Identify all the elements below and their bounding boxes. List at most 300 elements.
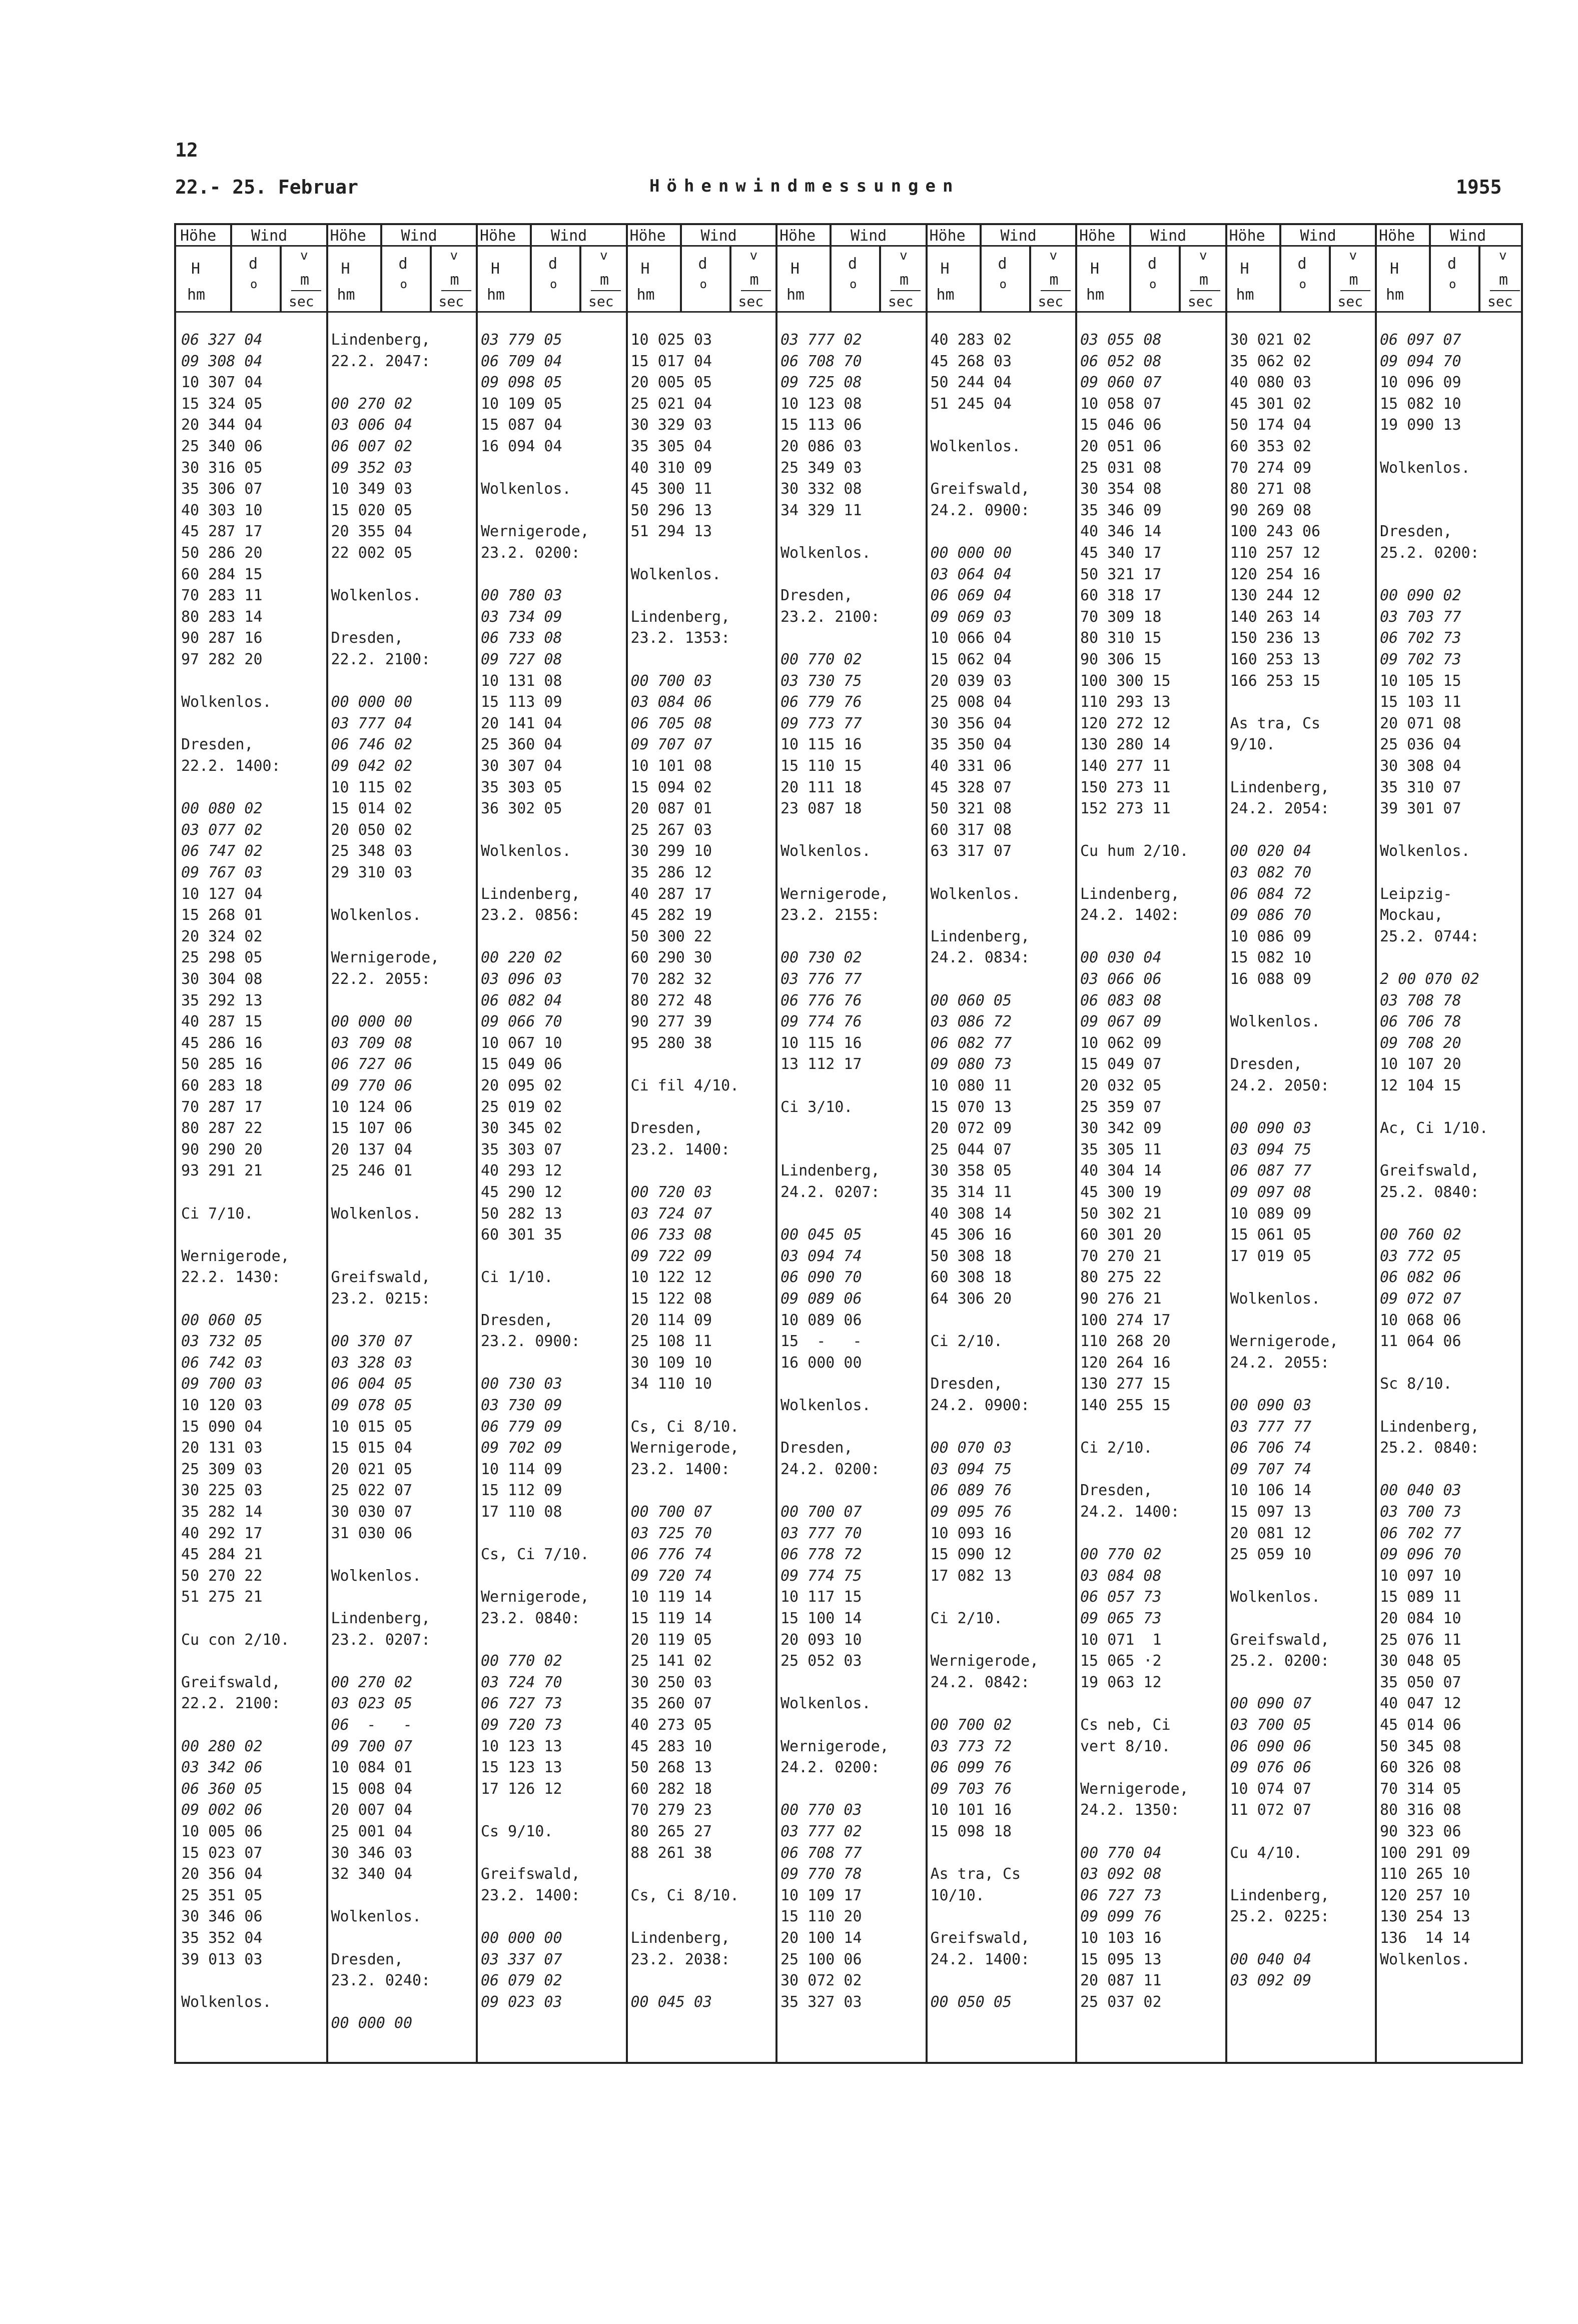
- data-line: 25 351 05: [181, 1886, 263, 1904]
- data-line: 06 007 02: [331, 438, 413, 455]
- data-line: 15 008 04: [331, 1780, 413, 1798]
- data-line: 00 770 02: [481, 1652, 562, 1670]
- data-line: 40 308 14: [930, 1205, 1012, 1223]
- data-line: Cs, Ci 7/10.: [481, 1546, 589, 1564]
- data-line: 03 066 06: [1080, 970, 1162, 988]
- data-line: 10 074 07: [1230, 1780, 1312, 1798]
- data-line: 10 114 09: [481, 1460, 562, 1478]
- data-line: 25.2. 0200:: [1230, 1652, 1330, 1670]
- header-wind: Wind: [1300, 227, 1336, 245]
- data-line: Ci 7/10.: [181, 1205, 254, 1223]
- data-line: Wernigerode,: [780, 1737, 889, 1755]
- data-line: 06 706 78: [1380, 1013, 1461, 1031]
- data-line: 03 724 70: [481, 1673, 562, 1691]
- data-line: 03 709 08: [331, 1034, 413, 1052]
- data-line: 20 086 03: [780, 438, 862, 455]
- data-line: 70 287 17: [181, 1098, 263, 1116]
- data-line: 40 287 17: [630, 885, 712, 903]
- data-line: 00 700 03: [630, 672, 712, 690]
- data-line: Wernigerode,: [780, 885, 889, 903]
- data-line: 120 257 10: [1380, 1886, 1470, 1904]
- data-line: 150 236 13: [1230, 629, 1321, 647]
- data-line: 30 304 08: [181, 970, 263, 988]
- data-line: 40 293 12: [481, 1162, 562, 1180]
- data-line: Ac, Ci 1/10.: [1380, 1119, 1488, 1137]
- data-line: 10 124 06: [331, 1098, 413, 1116]
- data-line: 35 286 12: [630, 864, 712, 881]
- data-line: 45 301 02: [1230, 395, 1312, 413]
- data-line: 09 702 09: [481, 1439, 562, 1457]
- data-line: 10 015 05: [331, 1418, 413, 1436]
- header-sub-divider: [530, 225, 532, 311]
- data-line: 06 746 02: [331, 736, 413, 754]
- data-line: 10 080 11: [930, 1077, 1012, 1094]
- data-line: 150 273 11: [1080, 778, 1171, 796]
- header-m: m: [1199, 271, 1209, 289]
- data-line: 50 286 20: [181, 544, 263, 562]
- header-sec: sec: [1487, 293, 1513, 310]
- data-line: Lindenberg,: [1230, 1886, 1330, 1904]
- data-line: 22.2. 1430:: [181, 1269, 281, 1287]
- data-line: 25.2. 0744:: [1380, 927, 1479, 945]
- data-line: 51 275 21: [181, 1588, 263, 1606]
- data-line: 06 778 72: [780, 1546, 862, 1564]
- data-line: Greifswald,: [1230, 1631, 1330, 1649]
- data-line: 40 346 14: [1080, 523, 1162, 541]
- data-line: 70 283 11: [181, 587, 263, 605]
- group-divider: [1075, 225, 1077, 2062]
- data-line: 10 068 06: [1380, 1311, 1461, 1329]
- data-line: 10 086 09: [1230, 927, 1312, 945]
- header-sub-divider: [680, 225, 682, 311]
- data-line: 50 285 16: [181, 1055, 263, 1073]
- data-line: 10 123 08: [780, 395, 862, 413]
- data-line: 03 730 75: [780, 672, 862, 690]
- header-hoehe: Höhe: [629, 227, 666, 245]
- data-line: Wolkenlos.: [331, 1567, 422, 1585]
- header-d: d: [398, 255, 408, 273]
- data-line: 40 283 02: [930, 331, 1012, 349]
- data-line: Lindenberg,: [481, 885, 580, 903]
- data-line: 45 300 11: [630, 480, 712, 498]
- data-line: 15 268 01: [181, 906, 263, 924]
- data-line: 35 306 07: [181, 480, 263, 498]
- data-line: Ci fil 4/10.: [630, 1077, 739, 1094]
- data-line: 51 245 04: [930, 395, 1012, 413]
- data-line: 24.2. 0842:: [930, 1673, 1030, 1691]
- data-line: 30 030 07: [331, 1503, 413, 1521]
- data-line: Cu hum 2/10.: [1080, 842, 1189, 860]
- data-line: 15 017 04: [630, 352, 712, 370]
- header-hm: hm: [187, 286, 206, 304]
- data-line: 25 019 02: [481, 1098, 562, 1116]
- sec-underline: [1340, 290, 1370, 291]
- data-line: 40 310 09: [630, 459, 712, 477]
- data-line: 19 063 12: [1080, 1673, 1162, 1691]
- data-line: 15 098 18: [930, 1823, 1012, 1840]
- data-line: 10 115 16: [780, 736, 862, 754]
- data-line: 15 107 06: [331, 1119, 413, 1137]
- data-line: 03 084 06: [630, 693, 712, 711]
- data-line: 03 094 75: [930, 1460, 1012, 1478]
- data-line: 09 774 76: [780, 1013, 862, 1031]
- data-line: 03 703 77: [1380, 608, 1461, 626]
- data-line: 23.2. 0856:: [481, 906, 580, 924]
- data-line: 09 080 73: [930, 1055, 1012, 1073]
- data-line: Dresden,: [181, 736, 254, 754]
- group-divider: [326, 225, 328, 2062]
- data-line: 10 105 15: [1380, 672, 1461, 690]
- data-line: 06 090 06: [1230, 1737, 1312, 1755]
- header-hm: hm: [1236, 286, 1254, 304]
- data-line: Greifswald,: [1380, 1162, 1479, 1180]
- header-sec: sec: [1188, 293, 1213, 310]
- data-line: 95 280 38: [630, 1034, 712, 1052]
- data-line: 10 307 04: [181, 374, 263, 392]
- data-line: 10 096 09: [1380, 374, 1461, 392]
- data-line: 25 309 03: [181, 1460, 263, 1478]
- data-line: 70 279 23: [630, 1801, 712, 1819]
- data-line: 10 093 16: [930, 1524, 1012, 1542]
- data-line: Wolkenlos.: [481, 842, 571, 860]
- data-line: 90 287 16: [181, 629, 263, 647]
- data-line: Dresden,: [780, 1439, 853, 1457]
- header-v: v: [600, 248, 608, 263]
- data-line: 23.2. 0900:: [481, 1333, 580, 1351]
- header-deg: o: [1299, 277, 1306, 291]
- data-line: 10 123 13: [481, 1737, 562, 1755]
- data-line: 09 078 05: [331, 1397, 413, 1414]
- header-sub-divider: [980, 225, 982, 311]
- data-line: 09 042 02: [331, 757, 413, 775]
- data-line: 60 301 20: [1080, 1226, 1162, 1244]
- header-v: v: [450, 248, 458, 263]
- data-line: Lindenberg,: [930, 927, 1030, 945]
- data-line: 03 777 77: [1230, 1418, 1312, 1436]
- data-line: 00 770 03: [780, 1801, 862, 1819]
- header-sub-divider: [230, 225, 232, 311]
- data-line: 25 076 11: [1380, 1631, 1461, 1649]
- header-hoehe: Höhe: [180, 227, 217, 245]
- data-line: 16 088 09: [1230, 970, 1312, 988]
- data-line: 06 082 04: [481, 991, 562, 1009]
- data-line: 03 777 02: [780, 1823, 862, 1840]
- data-line: 03 055 08: [1080, 331, 1162, 349]
- header-h: H: [1090, 260, 1100, 278]
- data-line: 20 072 09: [930, 1119, 1012, 1137]
- data-line: 09 099 76: [1080, 1908, 1162, 1926]
- data-line: 25 340 06: [181, 438, 263, 455]
- header-deg: o: [550, 277, 557, 291]
- header-v: v: [1049, 248, 1058, 263]
- data-line: 03 092 08: [1080, 1865, 1162, 1883]
- data-line: 10 106 14: [1230, 1482, 1312, 1500]
- data-line: Wernigerode,: [331, 949, 440, 967]
- data-line: 30 354 08: [1080, 480, 1162, 498]
- data-line: 03 064 04: [930, 565, 1012, 583]
- data-line: 15 110 15: [780, 757, 862, 775]
- data-line: Greifswald,: [930, 480, 1030, 498]
- header-hm: hm: [786, 286, 805, 304]
- data-line: 160 253 13: [1230, 651, 1321, 668]
- data-line: 09 076 06: [1230, 1759, 1312, 1777]
- header-h: H: [191, 260, 201, 278]
- header-v: v: [1349, 248, 1357, 263]
- data-line: 15 100 14: [780, 1610, 862, 1627]
- data-line: 35 346 09: [1080, 501, 1162, 519]
- data-line: 24.2. 1400:: [1080, 1503, 1180, 1521]
- header-hoehe: Höhe: [1379, 227, 1415, 245]
- data-line: Wolkenlos.: [780, 842, 871, 860]
- data-line: 06 087 77: [1230, 1162, 1312, 1180]
- data-line: 100 274 17: [1080, 1311, 1171, 1329]
- data-line: 00 370 07: [331, 1333, 413, 1351]
- data-line: 20 131 03: [181, 1439, 263, 1457]
- data-line: 40 047 12: [1380, 1695, 1461, 1713]
- data-line: 25 021 04: [630, 395, 712, 413]
- data-line: 80 283 14: [181, 608, 263, 626]
- data-line: Ci 2/10.: [930, 1333, 1003, 1351]
- sec-underline: [891, 290, 921, 291]
- data-line: 06 742 03: [181, 1354, 263, 1372]
- data-line: 40 331 06: [930, 757, 1012, 775]
- data-line: 06 733 08: [481, 629, 562, 647]
- data-line: 60 290 30: [630, 949, 712, 967]
- data-line: 110 268 20: [1080, 1333, 1171, 1351]
- data-line: 06 702 73: [1380, 629, 1461, 647]
- header-sub-divider: [1279, 225, 1281, 311]
- data-line: 00 090 03: [1230, 1397, 1312, 1414]
- header-d: d: [1148, 255, 1157, 273]
- header-sub-divider: [380, 225, 382, 311]
- data-line: 06 327 04: [181, 331, 263, 349]
- data-line: 00 000 00: [331, 1013, 413, 1031]
- data-line: 00 000 00: [481, 1929, 562, 1947]
- sec-underline: [441, 290, 471, 291]
- data-line: 40 303 10: [181, 501, 263, 519]
- data-line: 120 264 16: [1080, 1354, 1171, 1372]
- data-line: 00 770 04: [1080, 1844, 1162, 1862]
- data-line: 45 268 03: [930, 352, 1012, 370]
- data-line: 80 275 22: [1080, 1269, 1162, 1287]
- header-d: d: [1447, 255, 1457, 273]
- header-hm: hm: [936, 286, 955, 304]
- data-line: 25 036 04: [1380, 736, 1461, 754]
- data-line: Ci 1/10.: [481, 1269, 553, 1287]
- data-line: 06 708 77: [780, 1844, 862, 1862]
- data-line: 30 345 02: [481, 1119, 562, 1137]
- data-line: 90 277 39: [630, 1013, 712, 1031]
- data-line: 06 702 77: [1380, 1524, 1461, 1542]
- data-line: 50 268 13: [630, 1759, 712, 1777]
- data-line: 09 720 73: [481, 1716, 562, 1734]
- sec-underline: [1041, 290, 1071, 291]
- data-line: 20 005 05: [630, 374, 712, 392]
- data-line: 35 062 02: [1230, 352, 1312, 370]
- data-line: 06 727 06: [331, 1055, 413, 1073]
- data-line: 90 276 21: [1080, 1290, 1162, 1308]
- data-line: 03 725 70: [630, 1524, 712, 1542]
- data-line: 50 296 13: [630, 501, 712, 519]
- data-line: 25 246 01: [331, 1162, 413, 1180]
- data-line: 03 777 70: [780, 1524, 862, 1542]
- data-line: 80 272 48: [630, 991, 712, 1009]
- data-line: 60 308 18: [930, 1269, 1012, 1287]
- data-line: 10 127 04: [181, 885, 263, 903]
- data-line: 13 112 17: [780, 1055, 862, 1073]
- data-line: Wolkenlos.: [780, 1397, 871, 1414]
- data-line: Dresden,: [331, 629, 403, 647]
- data-line: 03 084 08: [1080, 1567, 1162, 1585]
- data-line: 06 360 05: [181, 1780, 263, 1798]
- data-line: 00 280 02: [181, 1737, 263, 1755]
- wind-measurement-table: [174, 223, 1523, 2064]
- data-line: 23.2. 0215:: [331, 1290, 431, 1308]
- data-line: 10 131 08: [481, 672, 562, 690]
- header-hm: hm: [1086, 286, 1105, 304]
- data-line: 10 349 03: [331, 480, 413, 498]
- data-line: 03 773 72: [930, 1737, 1012, 1755]
- data-line: 17 110 08: [481, 1503, 562, 1521]
- data-line: 00 270 02: [331, 1673, 413, 1691]
- data-line: 11 072 07: [1230, 1801, 1312, 1819]
- data-line: 25.2. 0225:: [1230, 1908, 1330, 1926]
- data-line: 25 031 08: [1080, 459, 1162, 477]
- data-line: 80 271 08: [1230, 480, 1312, 498]
- data-line: 03 734 09: [481, 608, 562, 626]
- data-line: 25 360 04: [481, 736, 562, 754]
- data-line: 20 137 04: [331, 1140, 413, 1158]
- data-line: 23 087 18: [780, 800, 862, 818]
- header-h: H: [640, 260, 650, 278]
- data-line: 23.2. 1400:: [481, 1886, 580, 1904]
- data-line: 15 122 08: [630, 1290, 712, 1308]
- data-line: 15 097 13: [1230, 1503, 1312, 1521]
- data-line: Wolkenlos.: [331, 1908, 422, 1926]
- data-line: 15 065 ·2: [1080, 1652, 1162, 1670]
- data-line: 00 700 07: [630, 1503, 712, 1521]
- data-line: 09 725 08: [780, 374, 862, 392]
- header-m: m: [450, 271, 459, 289]
- data-line: 110 293 13: [1080, 693, 1171, 711]
- data-line: 12 104 15: [1380, 1077, 1461, 1094]
- data-line: 25 141 02: [630, 1652, 712, 1670]
- data-line: 06 084 72: [1230, 885, 1312, 903]
- data-line: 25 037 02: [1080, 1993, 1162, 2011]
- data-line: 06 708 70: [780, 352, 862, 370]
- data-line: 10 117 15: [780, 1588, 862, 1606]
- data-line: 03 777 04: [331, 714, 413, 732]
- data-line: 45 340 17: [1080, 544, 1162, 562]
- data-line: 09 065 73: [1080, 1610, 1162, 1627]
- data-line: 70 314 05: [1380, 1780, 1461, 1798]
- data-line: 00 700 02: [930, 1716, 1012, 1734]
- data-line: 10 089 06: [780, 1311, 862, 1329]
- data-line: 03 777 02: [780, 331, 862, 349]
- sec-underline: [1190, 290, 1220, 291]
- data-line: 25 267 03: [630, 821, 712, 839]
- data-line: 15 014 02: [331, 800, 413, 818]
- data-line: 120 272 12: [1080, 714, 1171, 732]
- header-h: H: [341, 260, 350, 278]
- data-line: 25 044 07: [930, 1140, 1012, 1158]
- data-line: 20 141 04: [481, 714, 562, 732]
- data-line: 60 282 18: [630, 1780, 712, 1798]
- data-line: 03 094 75: [1230, 1140, 1312, 1158]
- data-line: 60 317 08: [930, 821, 1012, 839]
- data-line: vert 8/10.: [1080, 1737, 1171, 1755]
- data-line: 20 039 03: [930, 672, 1012, 690]
- header-sub-divider: [430, 245, 432, 311]
- header-d: d: [548, 255, 558, 273]
- data-line: 100 300 15: [1080, 672, 1171, 690]
- data-line: 45 282 19: [630, 906, 712, 924]
- data-line: Cs, Ci 8/10.: [630, 1418, 739, 1436]
- data-line: 25 349 03: [780, 459, 862, 477]
- data-line: Wernigerode,: [1080, 1780, 1189, 1798]
- data-line: 15 113 06: [780, 416, 862, 434]
- data-line: 23.2. 0840:: [481, 1610, 580, 1627]
- data-line: Ci 3/10.: [780, 1098, 853, 1116]
- data-line: Sc 8/10.: [1380, 1375, 1452, 1393]
- data-line: 20 111 18: [780, 778, 862, 796]
- data-line: 09 770 06: [331, 1077, 413, 1094]
- data-line: 45 286 16: [181, 1034, 263, 1052]
- data-line: 23.2. 0207:: [331, 1631, 431, 1649]
- data-line: 39 301 07: [1380, 800, 1461, 818]
- data-line: 22.2. 2100:: [181, 1695, 281, 1713]
- data-line: 00 045 03: [630, 1993, 712, 2011]
- data-line: 32 340 04: [331, 1865, 413, 1883]
- data-line: 25 108 11: [630, 1333, 712, 1351]
- data-line: 64 306 20: [930, 1290, 1012, 1308]
- header-sub-divider: [1429, 225, 1431, 311]
- data-line: 22 002 05: [331, 544, 413, 562]
- data-line: 24.2. 2055:: [1230, 1354, 1330, 1372]
- data-line: 45 287 17: [181, 523, 263, 541]
- data-line: 10 005 06: [181, 1823, 263, 1840]
- data-line: 24.2. 0200:: [780, 1460, 880, 1478]
- data-line: 25 359 07: [1080, 1098, 1162, 1116]
- data-line: 15 046 06: [1080, 416, 1162, 434]
- data-line: 22.2. 2055:: [331, 970, 431, 988]
- data-line: Wolkenlos.: [181, 693, 272, 711]
- data-line: 03 077 02: [181, 821, 263, 839]
- data-line: As tra, Cs: [1230, 714, 1321, 732]
- data-line: 70 274 09: [1230, 459, 1312, 477]
- data-line: 25 001 04: [331, 1823, 413, 1840]
- data-line: 30 308 04: [1380, 757, 1461, 775]
- data-line: 30 329 03: [630, 416, 712, 434]
- data-line: 06 727 73: [481, 1695, 562, 1713]
- data-line: 15 094 02: [630, 778, 712, 796]
- data-line: 130 280 14: [1080, 736, 1171, 754]
- data-line: 35 292 13: [181, 991, 263, 1009]
- data-line: 03 779 05: [481, 331, 562, 349]
- data-line: 03 094 74: [780, 1247, 862, 1265]
- data-line: 09 700 07: [331, 1737, 413, 1755]
- header-sec: sec: [588, 293, 614, 310]
- data-line: 93 291 21: [181, 1162, 263, 1180]
- data-line: 15 095 13: [1080, 1950, 1162, 1968]
- date-range: 22.- 25. Februar: [175, 176, 359, 198]
- data-line: 30 072 02: [780, 1972, 862, 1990]
- header-sub-divider: [1179, 245, 1181, 311]
- data-line: 16 000 00: [780, 1354, 862, 1372]
- data-line: Wolkenlos.: [1380, 459, 1470, 477]
- header-sub-divider: [1329, 245, 1331, 311]
- data-line: 22.2. 2100:: [331, 651, 431, 668]
